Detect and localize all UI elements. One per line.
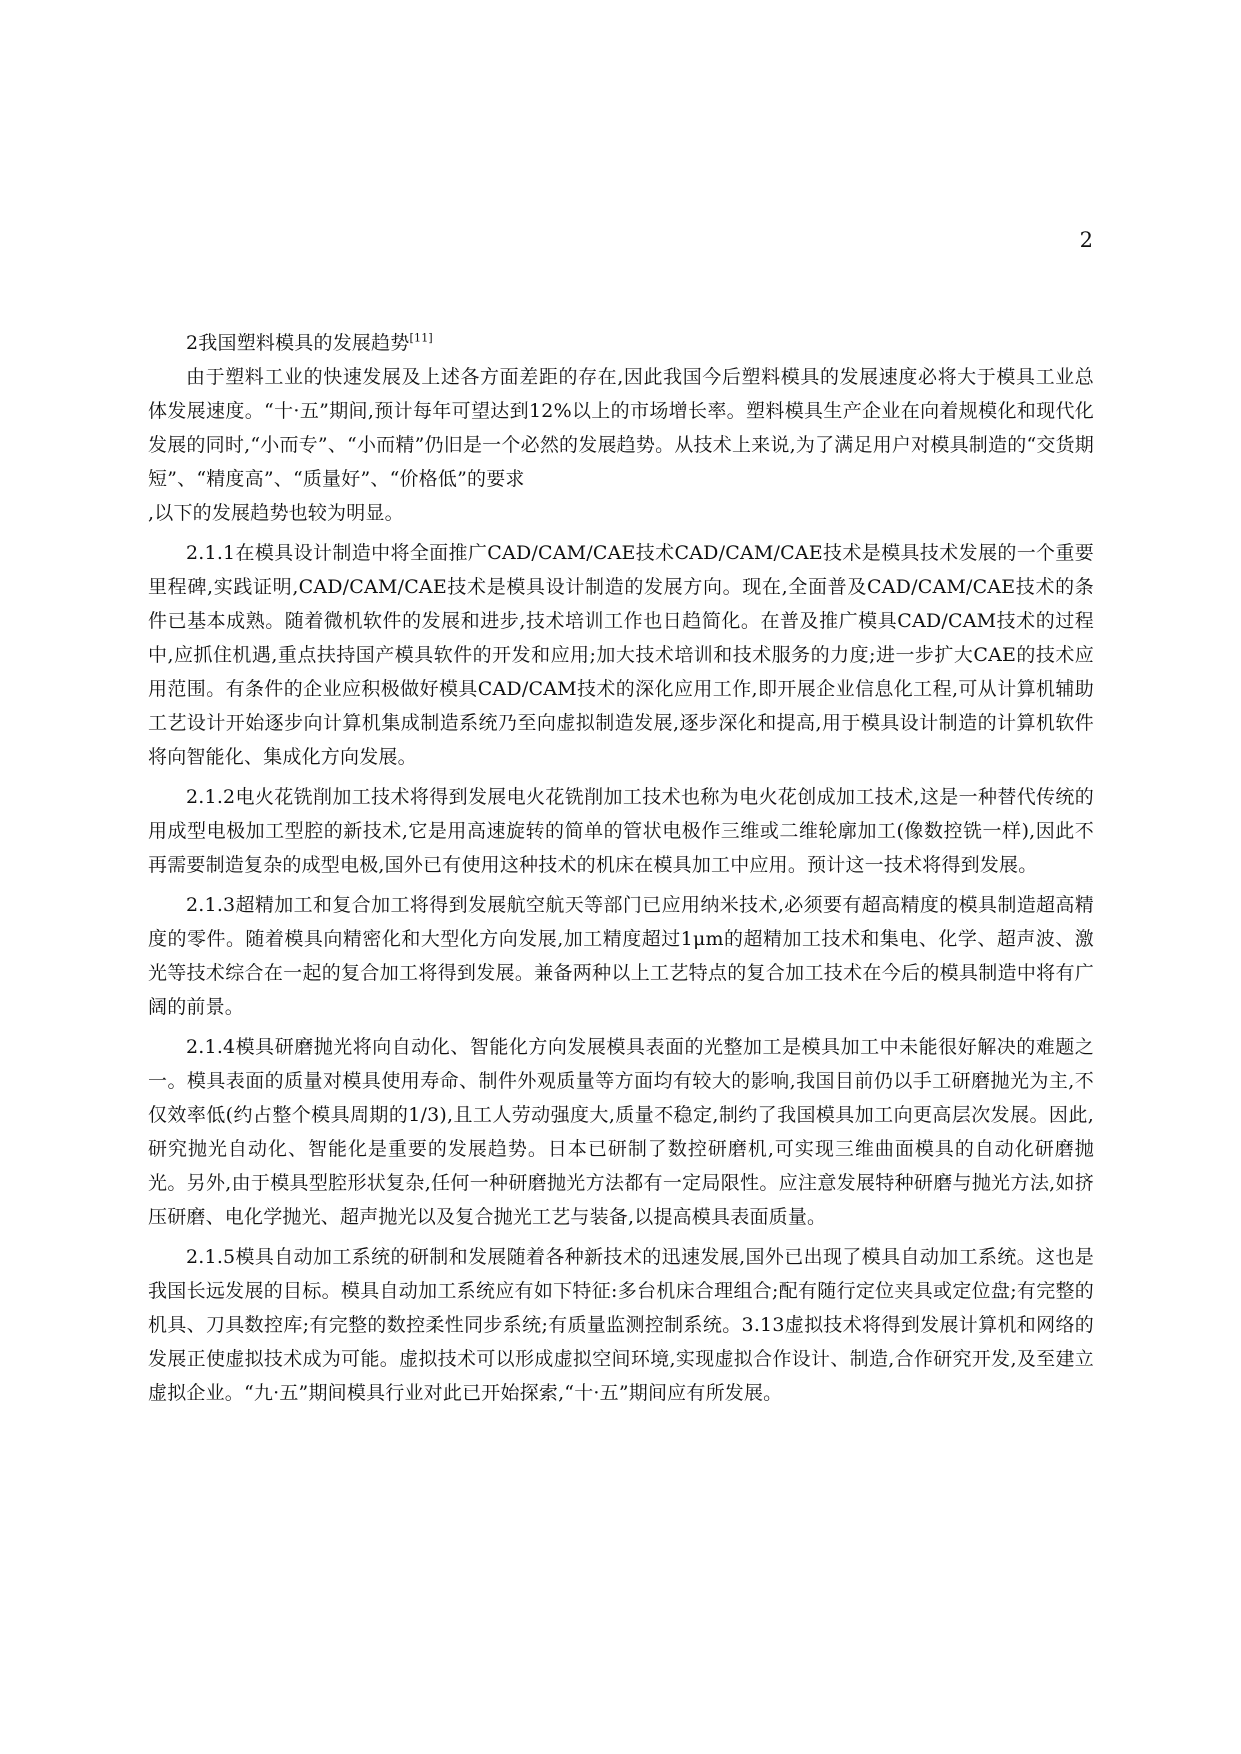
paragraph-intro: 由于塑料工业的快速发展及上述各方面差距的存在,因此我国今后塑料模具的发展速度必将大于模具工业总体发展速度。“十·五”期间,预计每年可望达到12%以上的市场增长率。塑料模具生产企业在向着规模化和现代化发展的同时,“小而专”、“小而精”仍旧是一个必然的发展趋势。从技术上来说,为了满足用户对模具制造的“交货期短”、“精度高”、“质量好”、“价格低”的要求 — [148, 366, 1094, 490]
paragraph-intro-continuation: ,以下的发展趋势也较为明显。 — [148, 502, 404, 524]
paragraph-2-1-5: 2.1.5模具自动加工系统的研制和发展随着各种新技术的迅速发展,国外已出现了模具自动加工系统。这也是我国长远发展的目标。模具自动加工系统应有如下特征:多台机床合理组合;配有随行定位夹具或定位盘;有完整的机具、刀具数控库;有完整的数控柔性同步系统;有质量监测控制系统。3.13虚拟技术将得到发展计算机和网络的发展正使虚拟技术成为可能。虚拟技术可以形成虚拟空间环境,实现虚拟合作设计、制造,合作研究开发,及至建立虚拟企业。“九·五”期间模具行业对此已开始探索,“十·五”期间应有所发展。 — [148, 1246, 1094, 1404]
page-number: 2 — [1079, 228, 1093, 252]
section-heading-text: 2我国塑料模具的发展趋势 — [186, 332, 410, 354]
document-body — [148, 326, 1094, 1410]
paragraph-2-1-4: 2.1.4模具研磨抛光将向自动化、智能化方向发展模具表面的光整加工是模具加工中未能很好解决的难题之一。模具表面的质量对模具使用寿命、制件外观质量等方面均有较大的影响,我国目前仍以手工研磨抛光为主,不仅效率低(约占整个模具周期的1/3),且工人劳动强度大,质量不稳定,制约了我国模具加工向更高层次发展。因此,研究抛光自动化、智能化是重要的发展趋势。日本已研制了数控研磨机,可实现三维曲面模具的自动化研磨抛光。另外,由于模具型腔形状复杂,任何一种研磨抛光方法都有一定局限性。应注意发展特种研磨与抛光方法,如挤压研磨、电化学抛光、超声抛光以及复合抛光工艺与装备,以提高模具表面质量。 — [148, 1036, 1094, 1228]
paragraph-2-1-2: 2.1.2电火花铣削加工技术将得到发展电火花铣削加工技术也称为电火花创成加工技术,这是一种替代传统的用成型电极加工型腔的新技术,它是用高速旋转的简单的管状电极作三维或二维轮廓加工(像数控铣一样),因此不再需要制造复杂的成型电极,国外已有使用这种技术的机床在模具加工中应用。预计这一技术将得到发展。 — [148, 786, 1094, 876]
section-heading — [148, 326, 1094, 360]
paragraph-2-1-3: 2.1.3超精加工和复合加工将得到发展航空航天等部门已应用纳米技术,必须要有超高精度的模具制造超高精度的零件。随着模具向精密化和大型化方向发展,加工精度超过1μm的超精加工技术和集电、化学、超声波、激光等技术综合在一起的复合加工将得到发展。兼备两种以上工艺特点的复合加工技术在今后的模具制造中将有广阔的前景。 — [148, 894, 1094, 1018]
citation-reference: [11] — [409, 331, 433, 345]
paragraph-2-1-1: 2.1.1在模具设计制造中将全面推广CAD/CAM/CAE技术CAD/CAM/CAE技术是模具技术发展的一个重要里程碑,实践证明,CAD/CAM/CAE技术是模具设计制造的发展方向。现在,全面普及CAD/CAM/CAE技术的条件已基本成熟。随着微机软件的发展和进步,技术培训工作也日趋简化。在普及推广模具CAD/CAM技术的过程中,应抓住机遇,重点扶持国产模具软件的开发和应用;加大技术培训和技术服务的力度;进一步扩大CAE的技术应用范围。有条件的企业应积极做好模具CAD/CAM技术的深化应用工作,即开展企业信息化工程,可从计算机辅助工艺设计开始逐步向计算机集成制造系统乃至向虚拟制造发展,逐步深化和提高,用于模具设计制造的计算机软件将向智能化、集成化方向发展。 — [148, 542, 1094, 768]
